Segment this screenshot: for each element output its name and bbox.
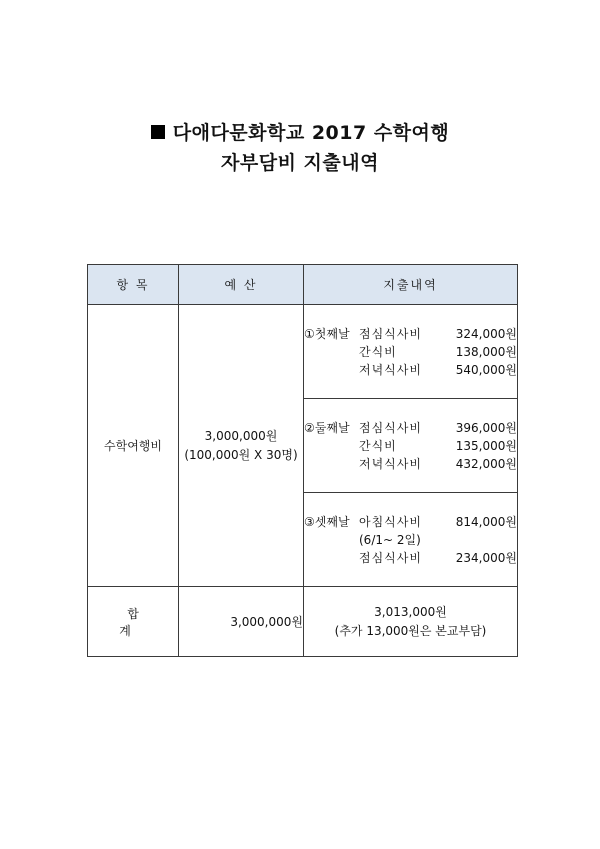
day-label: ②둘째날 <box>304 420 350 435</box>
day-block-1 <box>304 305 518 399</box>
expense-item: 간식비 <box>359 438 397 453</box>
day-block-3 <box>304 493 518 587</box>
title-line-1 <box>0 118 600 148</box>
expense-item: 점심식사비 <box>359 550 422 565</box>
total-note: (추가 13,000원은 본교부담) <box>334 623 487 638</box>
day-label: ①첫째날 <box>304 326 350 341</box>
expense-table <box>87 264 518 657</box>
total-detail <box>304 587 518 657</box>
total-budget: 3,000,000원 <box>179 587 304 657</box>
expense-item: 저녁식사비 <box>359 456 422 471</box>
list-item <box>304 455 517 473</box>
expense-amount: 396,000원 <box>455 420 517 435</box>
header-row <box>88 265 518 305</box>
table-row <box>88 305 518 399</box>
budget-note: (100,000원 X 30명) <box>184 447 298 462</box>
list-item <box>304 531 517 549</box>
header-detail: 지출내역 <box>304 265 518 305</box>
total-spent: 3,013,000원 <box>374 604 447 619</box>
total-row <box>88 587 518 657</box>
expense-item: 점심식사비 <box>359 326 422 341</box>
total-label <box>88 587 179 657</box>
header-budget: 예 산 <box>179 265 304 305</box>
square-bullet-icon <box>151 125 165 139</box>
header-item: 항 목 <box>88 265 179 305</box>
document-title <box>0 118 600 178</box>
expense-amount: 234,000원 <box>455 550 517 565</box>
total-label-text: 합 계 <box>119 606 155 638</box>
expense-amount: 138,000원 <box>455 344 517 359</box>
list-item <box>304 513 517 531</box>
expense-amount <box>451 531 517 549</box>
day-block-2 <box>304 399 518 493</box>
title-text-1: 다애다문화학교 2017 수학여행 <box>172 122 450 144</box>
expense-amount: 814,000원 <box>455 514 517 529</box>
expense-amount: 135,000원 <box>455 438 517 453</box>
list-item <box>304 325 517 343</box>
expense-item: 아침식사비 <box>359 514 422 529</box>
expense-amount: 432,000원 <box>455 456 517 471</box>
expense-amount: 540,000원 <box>455 362 517 377</box>
expense-item: 점심식사비 <box>359 420 422 435</box>
list-item <box>304 549 517 567</box>
budget-cell <box>179 305 304 587</box>
day-label: ③셋째날 <box>304 514 350 529</box>
item-cell: 수학여행비 <box>88 305 179 587</box>
title-line-2: 자부담비 지출내역 <box>221 152 379 174</box>
expense-item: 저녁식사비 <box>359 362 422 377</box>
list-item <box>304 361 517 379</box>
list-item <box>304 343 517 361</box>
expense-amount: 324,000원 <box>455 326 517 341</box>
list-item <box>304 437 517 455</box>
budget-amount: 3,000,000원 <box>204 428 278 443</box>
date-note: (6/1~ 2일) <box>359 532 421 547</box>
expense-item: 간식비 <box>359 344 397 359</box>
list-item <box>304 419 517 437</box>
